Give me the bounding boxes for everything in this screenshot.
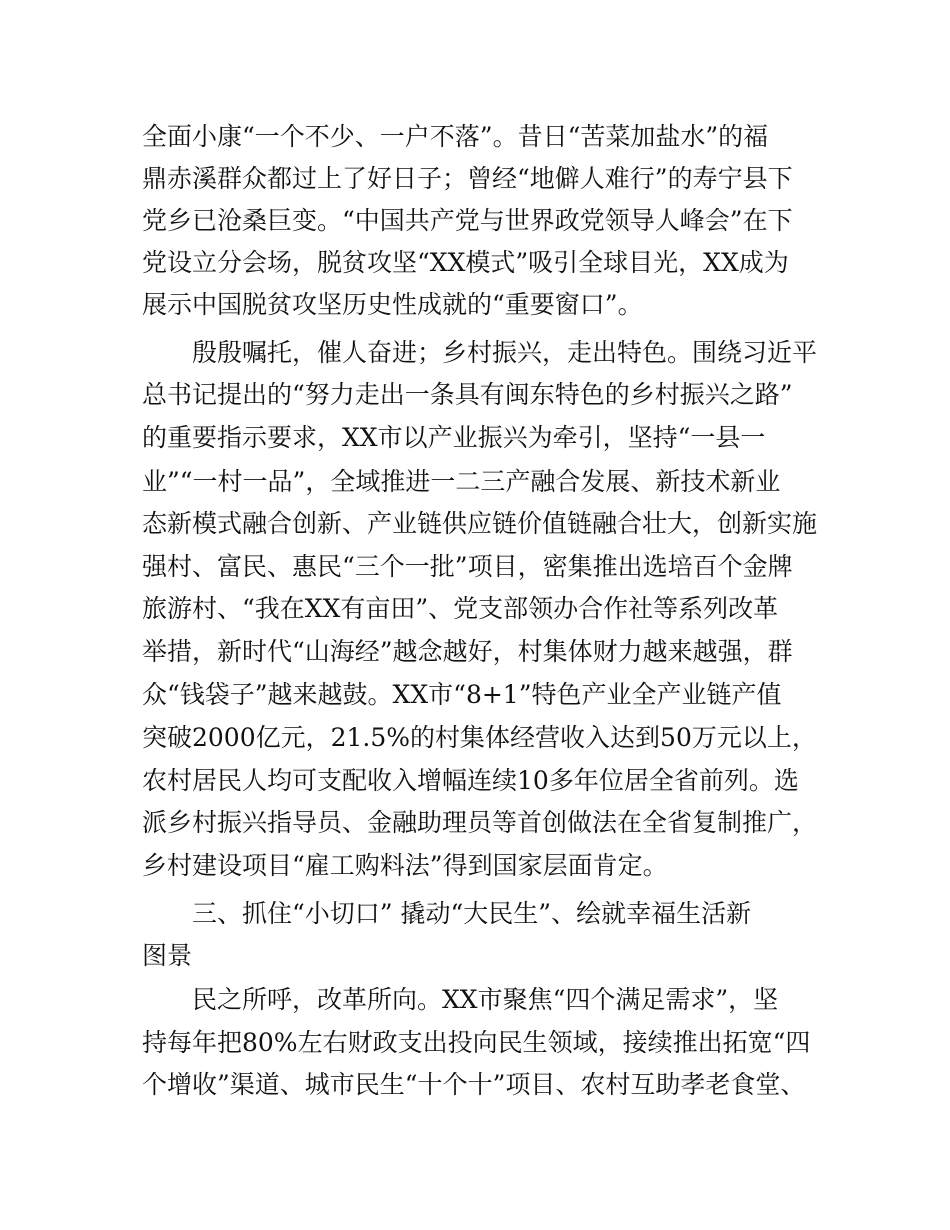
text-line: 持每年把80%左右财政支出投向民生领域，接续推出拓宽“四 <box>142 1028 811 1057</box>
text-line: 个增收”渠道、城市民生“十个十”项目、农村互助孝老食堂、 <box>142 1070 806 1099</box>
section-heading: 三、抓住“小切口” 撬动“大民生”、绘就幸福生活新 <box>192 899 752 928</box>
paragraph-start-line: 殷殷嘱托，催人奋进；乡村振兴，走出特色。围绕习近平 <box>192 338 818 367</box>
text-line: 的重要指示要求，XX市以产业振兴为牵引，坚持“一县一 <box>142 423 766 452</box>
paragraph-start-line: 民之所呼，改革所向。XX市聚焦“四个满足需求”，坚 <box>192 985 779 1014</box>
text-line: 态新模式融合创新、产业链供应链价值链融合壮大，创新实施 <box>142 509 818 538</box>
section-heading-continued: 图景 <box>142 941 193 970</box>
text-line: 鼎赤溪群众都过上了好日子；曾经“地僻人难行”的寿宁县下 <box>142 164 793 193</box>
text-line: 旅游村、“我在XX有亩田”、党支部领办合作社等系列改革 <box>142 594 779 623</box>
text-line: 展示中国脱贫攻坚历史性成就的“重要窗口”。 <box>142 290 643 319</box>
text-line: 业”“一村一品”，全域推进一二三产融合发展、新技术新业 <box>142 467 781 496</box>
text-line: 总书记提出的“努力走出一条具有闽东特色的乡村振兴之路” <box>142 380 793 409</box>
text-line: 乡村建设项目“雇工购料法”得到国家层面肯定。 <box>142 851 668 880</box>
text-line: 党设立分会场，脱贫攻坚“XX模式”吸引全球目光，XX成为 <box>142 248 789 277</box>
text-line: 众“钱袋子”越来越鼓。XX市“8+1”特色产业全产业链产值 <box>142 680 782 709</box>
text-line: 强村、富民、惠民“三个一批”项目，密集推出选培百个金牌 <box>142 552 793 581</box>
text-line: 党乡已沧桑巨变。“中国共产党与世界政党领导人峰会”在下 <box>142 206 793 235</box>
text-line: 举措，新时代“山海经”越念越好，村集体财力越来越强，群 <box>142 637 793 666</box>
text-line: 突破2000亿元，21.5%的村集体经营收入达到50万元以上， <box>142 723 817 752</box>
text-line: 派乡村振兴指导员、金融助理员等首创做法在全省复制推广， <box>142 808 818 837</box>
text-line: 农村居民人均可支配收入增幅连续10多年位居全省前列。选 <box>142 766 799 795</box>
text-line: 全面小康“一个不少、一户不落”。昔日“苦菜加盐水”的福 <box>142 122 769 151</box>
